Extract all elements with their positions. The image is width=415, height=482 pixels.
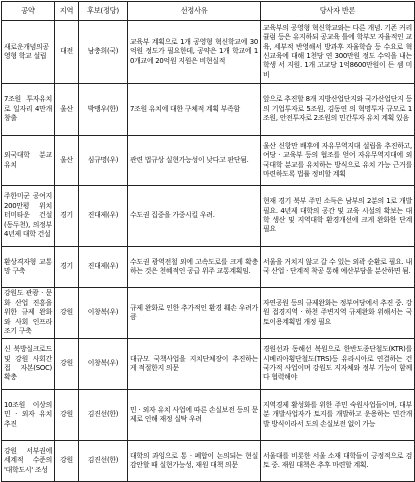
region-cell: 강원 [55, 339, 79, 390]
pledge-cell: 신 북방실크로드 및 강원 사회간접 자본(SOC) 확충 [2, 339, 55, 390]
reason-cell: 대학의 과잉으로 통 · 폐합이 논의되는 현실 감안할 때 실현가능성, 재원 대책 의문 [128, 441, 261, 482]
table-row [2, 136, 415, 186]
rebuttal-cell: 현재 경기 북부 주민 소득은 남부의 2분의 1로 개발 필요. 4년제 대학의 공간 및 교육 시설의 확보는 대학 생산 및 지역대학 환경개선에 크게 완화한 단계 필요 [261, 186, 415, 247]
table-header [2, 2, 415, 21]
region-cell: 경기 [55, 186, 79, 247]
pledge-cell: 외국대학 분교 유치 [2, 136, 55, 186]
candidate-cell: 이창복(우) [79, 339, 128, 390]
reason-cell: 관련 법규상 실현가능성이 낮다고 판단됨. [128, 136, 261, 186]
region-cell: 강원 [55, 390, 79, 441]
table-row [2, 441, 415, 482]
pledge-evaluation-document [1, 1, 415, 482]
region-cell: 강원 [55, 288, 79, 339]
rebuttal-cell: 경원선과 동해선 복원으로 한반도종단철도(KTR)를 시베리아횡단철도(TRS)등 유라시아로 연결하는 건 국가적 사업이며 강원도 지자체와 정부 기능이 함께 다 협력해야 [261, 339, 415, 390]
region-cell: 강원 [55, 441, 79, 482]
pledge-cell: 10조원 이상의 민 · 외자 유치 추진 [2, 390, 55, 441]
pledge-table [1, 1, 415, 482]
table-row [2, 247, 415, 288]
header-region: 지역 [55, 2, 79, 21]
pledge-cell: 7조원 투자유치로 일자리 4만개 창출 [2, 84, 55, 136]
header-row [2, 2, 415, 21]
pledge-cell: 환상격자형 교통망 구축 [2, 247, 55, 288]
reason-cell: 7조원 유치에 대한 구체적 계획 부족함 [128, 84, 261, 136]
header-candidate: 후보(정당) [79, 2, 128, 21]
header-rebuttal: 당사자 반론 [261, 2, 415, 21]
header-pledge: 공약 [2, 2, 55, 21]
reason-cell: 민 · 외자 유치 사업에 따른 손실보전 등의 문제로 인해 재정 실탁 우려 [128, 390, 261, 441]
pledge-cell: 주한미군 공여지 200만평 위치 터미타운 건설(동두천), 의정부 4년제 대학 건설 [2, 186, 55, 247]
rebuttal-cell: 울산 신항만 배후에 자유무역지대 설립을 추진하고, 여당 · 교육부 등의 협조를 얻어 자유무역지대에 외국대학 분교를 유치하는 방식으로 유치 가능 근거를 마련하도록 법률 정비할 계획 [261, 136, 415, 186]
reason-cell: 수도권 광역전철 외에 고속도로를 크게 확충하는 것은 천혜적인 공급 위주 교통계획임. [128, 247, 261, 288]
rebuttal-cell: 서울을 거치지 않고 갈 수 있는 외곽 순환로 필요. 내국 산업 · 단계적 착공 통해 예산부담을 분산하면 됨. [261, 247, 415, 288]
table-body [2, 21, 415, 482]
table-row [2, 288, 415, 339]
rebuttal-cell: 서울대를 비롯한 서울 소재 대학들이 긍정적으로 검토 중. 재원 대책은 추후 마련할 계획. [261, 441, 415, 482]
candidate-cell: 진대제(우) [79, 247, 128, 288]
pledge-cell: 강원도 관광 · 문화 산업 진흥을 위한 규제 완화와 사회 인프라 조기 구축 [2, 288, 55, 339]
rebuttal-cell: 지역경제 활성화를 위한 주민 숙원사업들이며, 대부분 개발사업자가 토지를 개발하고 운용하는 민간개발 방식이라서 도의 손실보전 없이 가능 [261, 390, 415, 441]
candidate-cell: 이창복(우) [79, 288, 128, 339]
table-row [2, 84, 415, 136]
rebuttal-cell: 자연공원 등의 규제완화는 정부여당에서 추진 중. 강원 접경지역 · 하천 주변지역 규제완화 위해서는 국토이용계획법 개정 필요 [261, 288, 415, 339]
header-reason: 선정사유 [128, 2, 261, 21]
region-cell: 울산 [55, 136, 79, 186]
region-cell: 대전 [55, 21, 79, 84]
candidate-cell: 김진선(한) [79, 441, 128, 482]
pledge-cell: 새로운개념의공영형 학교 설립 [2, 21, 55, 84]
candidate-cell: 심규명(우) [79, 136, 128, 186]
pledge-cell: 강원 서부권에 세계적 수준의 '대학도시' 조성 [2, 441, 55, 482]
region-cell: 경기 [55, 247, 79, 288]
candidate-cell: 진대제(우) [79, 186, 128, 247]
reason-cell: 수도권 집중을 가중시킬 우려. [128, 186, 261, 247]
region-cell: 울산 [55, 84, 79, 136]
table-row [2, 339, 415, 390]
table-row [2, 186, 415, 247]
rebuttal-cell: 앞으로 추진할 8개 지방산업단지와 국가산업단지 등의 기업투자로 5조원, 김동연 의 혁명투자 규모로 1조원, 안전투자로 2조원의 민간투자 유치 계획 있음 [261, 84, 415, 136]
reason-cell: 교육부 계획으로 1개 공영형 혁신학교에 30억원 정도가 필요한데, 공약은 1개 학교에 10개교에 20억원 지원은 비현실적 [128, 21, 261, 84]
table-row [2, 21, 415, 84]
table-row [2, 390, 415, 441]
candidate-cell: 김진선(한) [79, 390, 128, 441]
reason-cell: 대규모 국책사업을 지치단체장이 추진하는 게 적절한지 의문 [128, 339, 261, 390]
reason-cell: 규제 완화로 인한 추가적인 환경 훼손 우려가 큼 [128, 288, 261, 339]
candidate-cell: 남충희(국) [79, 21, 128, 84]
rebuttal-cell: 교육부의 공영형 혁신학교와는 다른 개념. 기존 커리큘럼 등은 유지하되 공교육 틀에 학부모 자율적인 교육, 세부적 반영해서 방과후 자율학습 등 수요로 혁신교육에 대해 1천당 연 300만원 정도 수익을 내는 학생 서 지원. 1개 고교당 1억8600만원이 든 셈 미비 [261, 21, 415, 84]
candidate-cell: 박맹우(한) [79, 84, 128, 136]
